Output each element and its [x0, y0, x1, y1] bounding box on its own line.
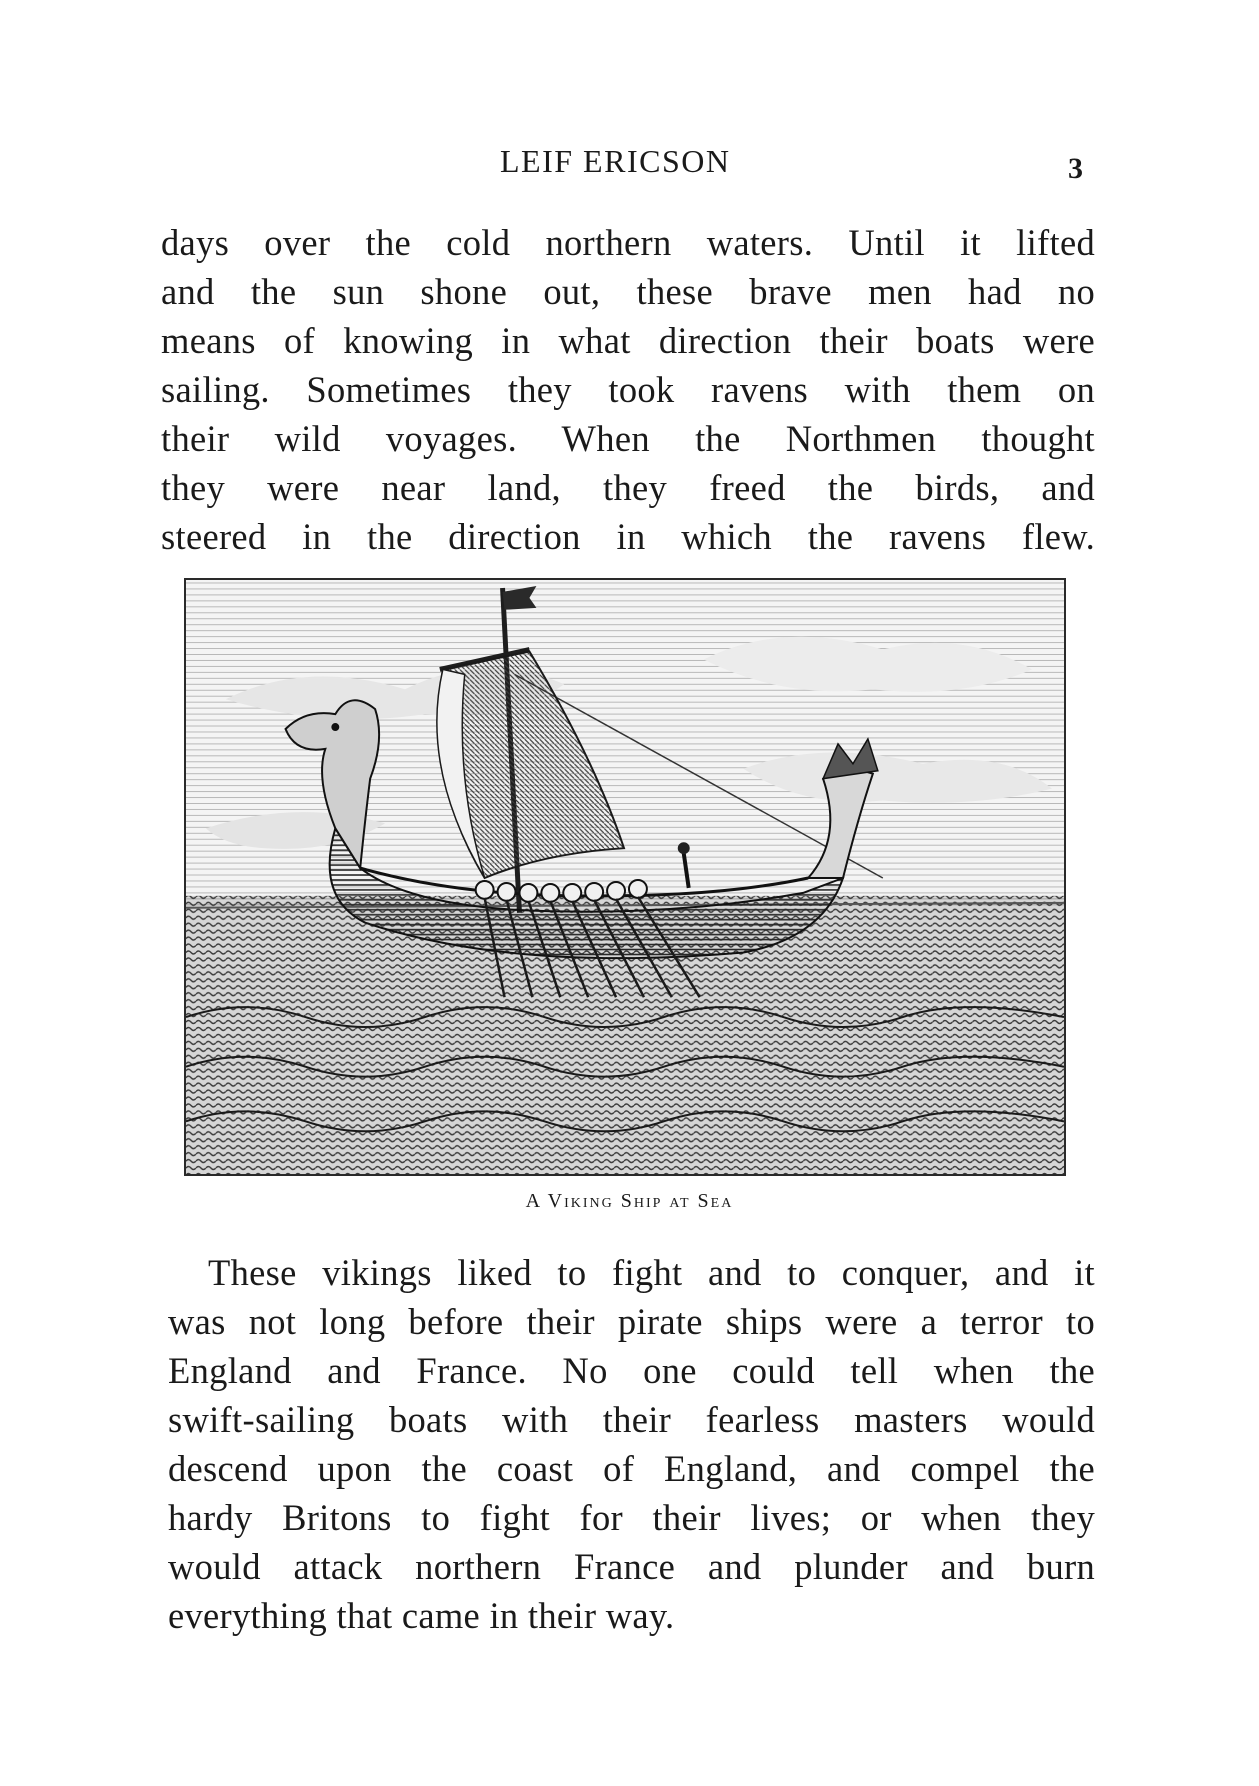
- paragraph-line: means of knowing in what direction their boats were: [161, 320, 1095, 361]
- page-number: 3: [1068, 152, 1083, 185]
- paragraph-2: [168, 1248, 1095, 1640]
- running-head: LEIF ERICSON: [500, 143, 731, 179]
- paragraph-line: sailing. Sometimes they took ravens with them on: [161, 369, 1095, 410]
- paragraph-line: hardy Britons to fight for their lives; or when they: [168, 1497, 1095, 1538]
- paragraph-1: [161, 218, 1095, 561]
- paragraph-line: and the sun shone out, these brave men had no: [161, 271, 1095, 312]
- paragraph-line: These vikings liked to fight and to conquer, and it: [208, 1252, 1095, 1293]
- paragraph-line: they were near land, they freed the birds, and: [161, 467, 1095, 508]
- paragraph-line: was not long before their pirate ships were a terror to: [168, 1301, 1095, 1342]
- paragraph-line: England and France. No one could tell when the: [168, 1350, 1095, 1391]
- paragraph-line: descend upon the coast of England, and compel the: [168, 1448, 1095, 1489]
- figure-caption: A Viking Ship at Sea: [525, 1190, 734, 1212]
- paragraph-line: steered in the direction in which the ravens flew.: [161, 516, 1095, 557]
- paragraph-line: days over the cold northern waters. Until it lifted: [161, 222, 1095, 263]
- paragraph-line: everything that came in their way.: [168, 1595, 675, 1636]
- paragraph-line: would attack northern France and plunder and burn: [168, 1546, 1095, 1587]
- engraving: [186, 580, 1064, 1174]
- viking-ship-illustration: [184, 578, 1066, 1176]
- paragraph-line: swift-sailing boats with their fearless masters would: [168, 1399, 1095, 1440]
- paragraph-line: their wild voyages. When the Northmen thought: [161, 418, 1095, 459]
